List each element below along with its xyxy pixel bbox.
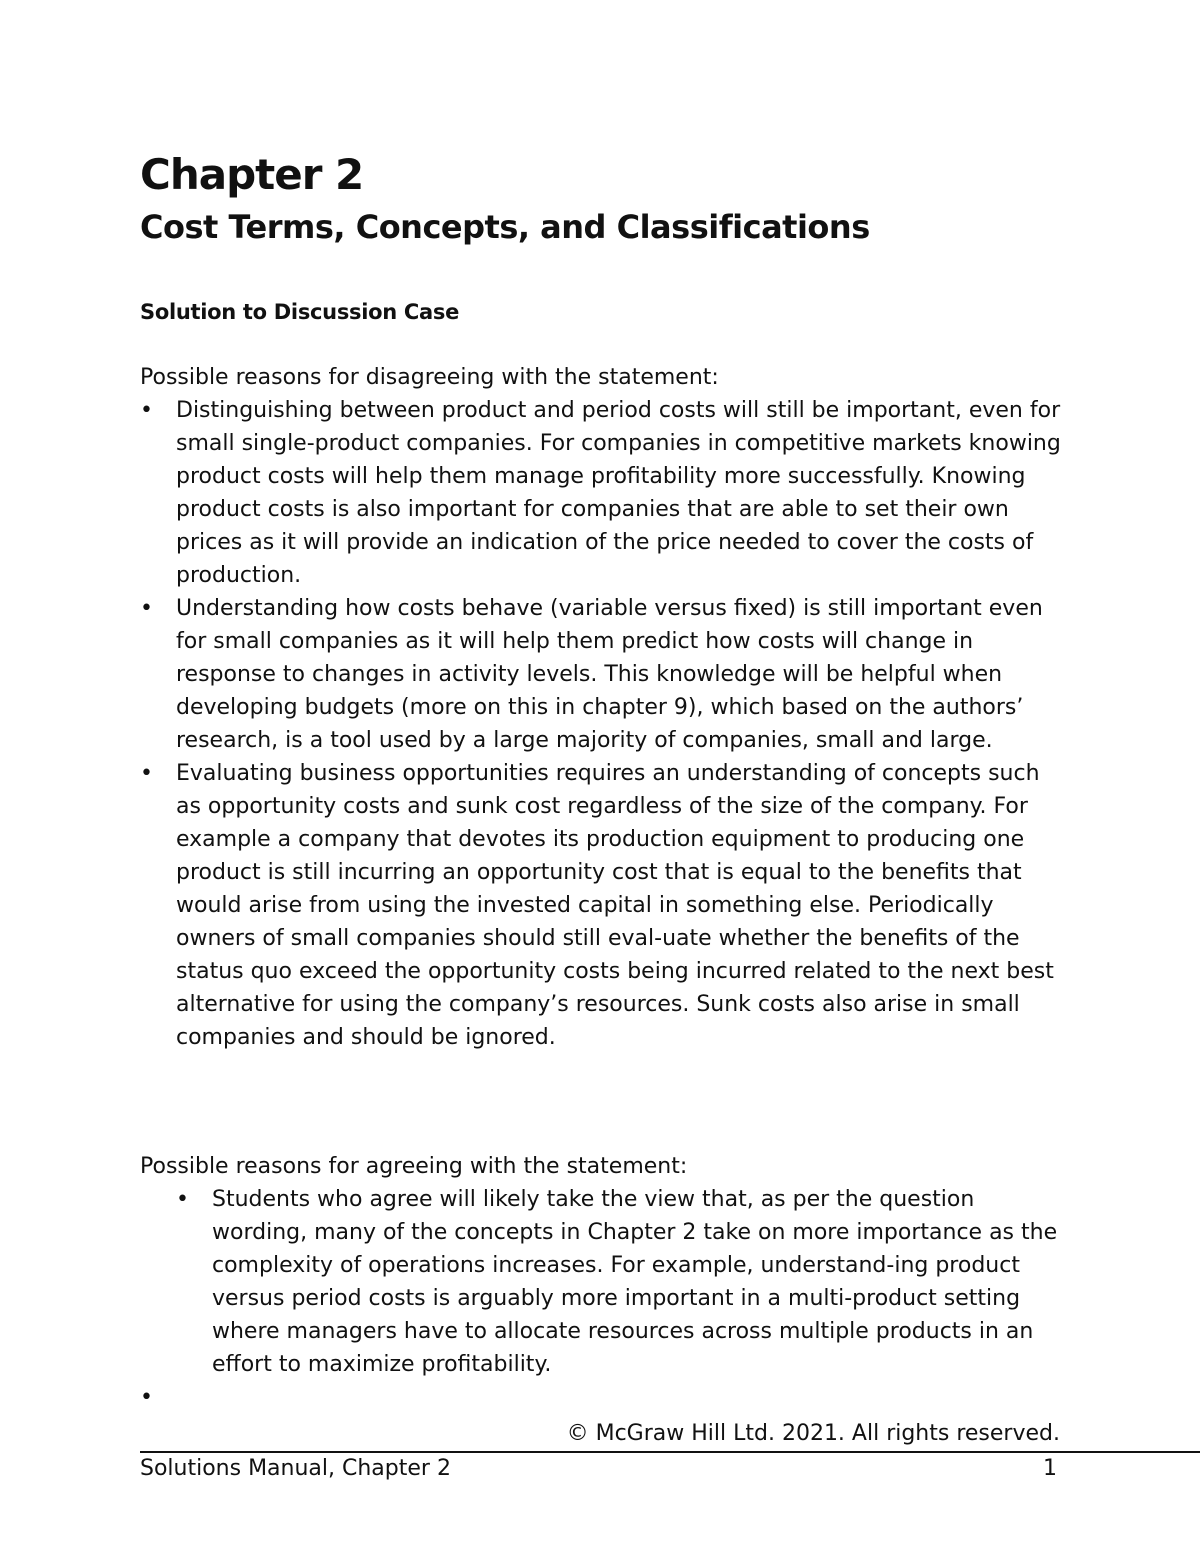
bullet-icon: • [140,1385,153,1410]
empty-list-item [140,1381,1070,1414]
list-item-text: Understanding how costs behave (variable versus fixed) is still important even for small companies as it will help them predict how costs will change in response to changes in activity levels. This knowledge will be helpful when developing budgets (more on this in chapter 9), which based on the authors’ research, is a tool used by a large majority of companies, small and large. [176,596,1043,753]
page-number: 1 [1043,1456,1057,1481]
bullet-icon: • [140,398,153,423]
footer-manual-label: Solutions Manual, Chapter 2 [140,1456,451,1481]
list-item-text: Evaluating business opportunities requires an understanding of concepts such as opportunity costs and sunk cost regardless of the size of the company. For example a company that devotes its production equipment to producing one product is still incurring an opportunity cost that is equal to the benefits that would arise from using the invested capital in something else. Periodically owners of small companies should still eval-uate whether the benefits of the status quo exceed the opportunity costs being incurred related to the next best alternative for using the company’s resources. Sunk costs also arise in small companies and should be ignored. [176,761,1054,1050]
footer-divider [140,1451,1200,1453]
list-item [140,592,1070,757]
bullet-icon: • [176,1187,189,1212]
copyright-notice: © McGraw Hill Ltd. 2021. All rights reserved. [566,1421,1060,1446]
bullet-icon: • [140,761,153,786]
list-item-text: Distinguishing between product and period costs will still be important, even for small single-product companies. For companies in competitive markets knowing product costs will help them manage profitability more successfully. Knowing product costs is also important for companies that are able to set their own prices as it will provide an indication of the price needed to cover the costs of production. [176,398,1061,588]
chapter-subtitle: Cost Terms, Concepts, and Classifications [140,208,870,246]
disagree-intro: Possible reasons for disagreeing with the statement: [140,365,719,390]
list-item [140,394,1070,592]
agree-intro: Possible reasons for agreeing with the statement: [140,1154,688,1179]
disagree-list [140,394,1070,1054]
list-item [140,1183,1070,1381]
list-item [140,757,1070,1054]
chapter-title: Chapter 2 [140,150,364,199]
list-item-text: Students who agree will likely take the view that, as per the question wording, many of the concepts in Chapter 2 take on more importance as the complexity of operations increases. For example, understand-ing product versus period costs is arguably more important in a multi-product setting where managers have to allocate resources across multiple products in an effort to maximize profitability. [212,1187,1058,1377]
bullet-icon: • [140,596,153,621]
agree-list [140,1183,1070,1414]
section-heading: Solution to Discussion Case [140,300,460,324]
